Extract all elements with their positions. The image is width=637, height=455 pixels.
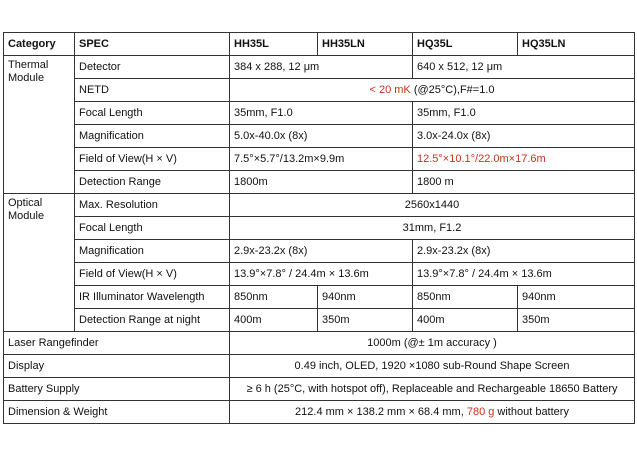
table-row (4, 171, 635, 194)
spec-label: Focal Length (75, 217, 230, 240)
spec-value: 35mm, F1.0 (413, 102, 635, 125)
spec-value: 2.9x-23.2x (8x) (413, 240, 635, 263)
table-row (4, 355, 635, 378)
table-row (4, 332, 635, 355)
table-row (4, 148, 635, 171)
spec-value: 3.0x-24.0x (8x) (413, 125, 635, 148)
spec-value: 1800 m (413, 171, 635, 194)
spec-label: Field of View(H × V) (75, 148, 230, 171)
spec-label: Laser Rangefinder (4, 332, 230, 355)
spec-value: 0.49 inch, OLED, 1920 ×1080 sub-Round Shape Screen (230, 355, 635, 378)
header-model-hh35ln: HH35LN (318, 33, 413, 56)
table-row (4, 309, 635, 332)
spec-value: 13.9°×7.8° / 24.4m × 13.6m (413, 263, 635, 286)
spec-text: 212.4 mm × 138.2 mm × 68.4 mm, (295, 405, 467, 418)
spec-value: 35mm, F1.0 (230, 102, 413, 125)
spec-label: Magnification (75, 125, 230, 148)
spec-value: 400m (230, 309, 318, 332)
spec-text: (@25°C),F#=1.0 (410, 83, 495, 96)
spec-label: Detection Range (75, 171, 230, 194)
table-row (4, 240, 635, 263)
spec-value: 400m (413, 309, 518, 332)
header-category: Category (4, 33, 75, 56)
table-row (4, 217, 635, 240)
table-row (4, 56, 635, 79)
spec-value: 5.0x-40.0x (8x) (230, 125, 413, 148)
spec-value: 940nm (518, 286, 635, 309)
spec-label: Magnification (75, 240, 230, 263)
table-row (4, 401, 635, 424)
spec-label: Battery Supply (4, 378, 230, 401)
spec-value: 2560x1440 (230, 194, 635, 217)
table-row (4, 263, 635, 286)
spec-value: 850nm (230, 286, 318, 309)
spec-value: 13.9°×7.8° / 24.4m × 13.6m (230, 263, 413, 286)
table-row (4, 194, 635, 217)
spec-label: NETD (75, 79, 230, 102)
header-model-hq35l: HQ35L (413, 33, 518, 56)
table-row (4, 102, 635, 125)
category-optical: Optical Module (4, 194, 75, 332)
spec-value: 1800m (230, 171, 413, 194)
spec-value: 384 x 288, 12 μm (230, 56, 413, 79)
spec-label: Focal Length (75, 102, 230, 125)
table-row (4, 79, 635, 102)
highlight-text: < 20 mK (369, 83, 411, 96)
spec-value: ≥ 6 h (25°C, with hotspot off), Replaceable and Rechargeable 18650 Battery (230, 378, 635, 401)
spec-value: 350m (318, 309, 413, 332)
table-row (4, 378, 635, 401)
spec-value: 1000m (@± 1m accuracy ) (230, 332, 635, 355)
highlight-text: 780 g (466, 405, 495, 418)
spec-value: 940nm (318, 286, 413, 309)
spec-value: 2.9x-23.2x (8x) (230, 240, 413, 263)
spec-label: Display (4, 355, 230, 378)
spec-label: Dimension & Weight (4, 401, 230, 424)
spec-value-highlight: 12.5°×10.1°/22.0m×17.6m (413, 148, 635, 171)
table-row (4, 125, 635, 148)
spec-value: 850nm (413, 286, 518, 309)
header-row (4, 33, 635, 56)
spec-value: 640 x 512, 12 μm (413, 56, 635, 79)
spec-value (230, 401, 635, 424)
spec-text: without battery (494, 405, 569, 418)
spec-value: 350m (518, 309, 635, 332)
header-spec: SPEC (75, 33, 230, 56)
spec-label: Detection Range at night (75, 309, 230, 332)
table-row (4, 286, 635, 309)
spec-label: IR Illuminator Wavelength (75, 286, 230, 309)
category-thermal: Thermal Module (4, 56, 75, 194)
spec-label: Max. Resolution (75, 194, 230, 217)
header-model-hq35ln: HQ35LN (518, 33, 635, 56)
spec-label: Field of View(H × V) (75, 263, 230, 286)
spec-table (3, 32, 635, 424)
spec-value (230, 79, 635, 102)
spec-value: 31mm, F1.2 (230, 217, 635, 240)
header-model-hh35l: HH35L (230, 33, 318, 56)
spec-value: 7.5°×5.7°/13.2m×9.9m (230, 148, 413, 171)
spec-label: Detector (75, 56, 230, 79)
